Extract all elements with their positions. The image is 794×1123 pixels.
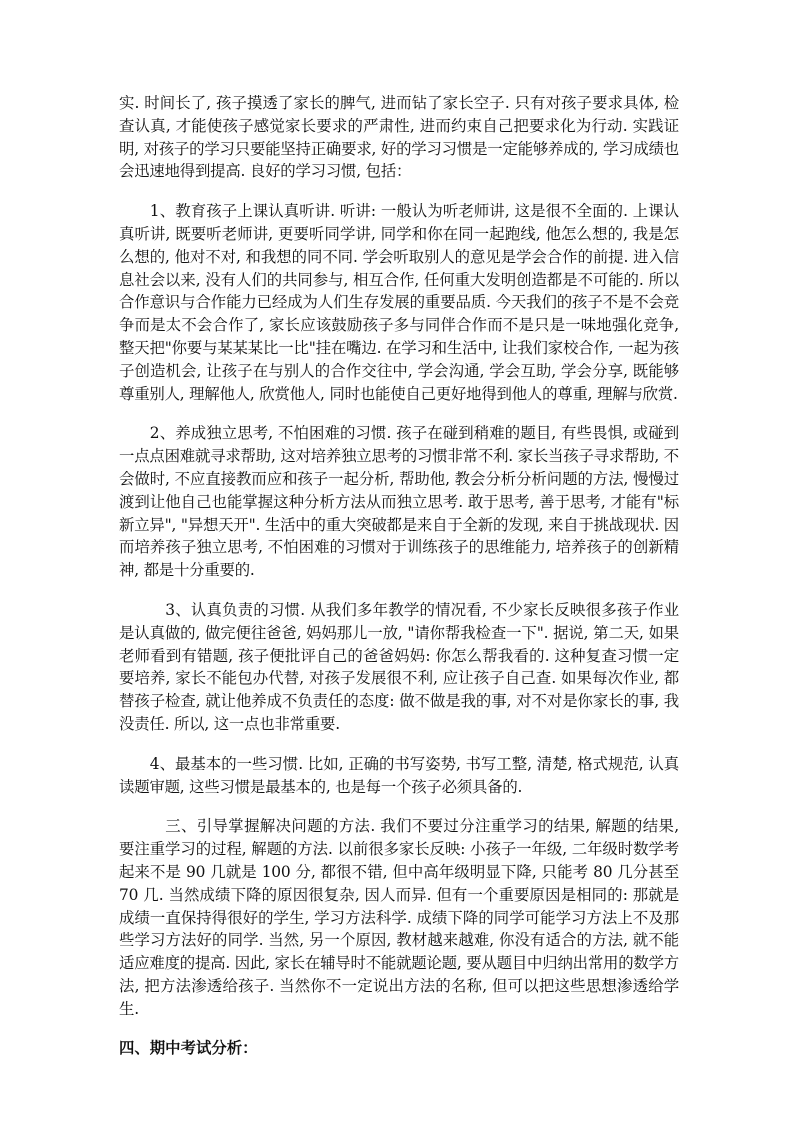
paragraph-gap — [119, 736, 679, 753]
paragraph-gap — [119, 798, 679, 815]
paragraph-problem-solving-methods: 三、引导掌握解决问题的方法. 我们不要过分注重学习的结果, 解题的结果, 要注重学习的过程, 解题的方法. 以前很多家长反映: 小孩子一年级, 二年级时数学考起来不是 90 几就是 100 分, 都很不错, 但中高年级明显下降, 只能考 80 几分甚至 70 几. 当然成绩下降的原因很复杂, 因人而异. 但有一个重要原因是相同的: 那就是成绩一直保持得很好的学生, 学习方法科学. 成绩下降的同学可能学习方法上不及那些学习方法好的同学. 当然, 另一个原因, 教材越来越难, 你没有适合的方法, 就不能适应难度的提高. 因此, 家长在辅导时不能就题论题, 要从题目中归纳出常用的数学方法, 把方法渗透给孩子. 当然你不一定说出方法的名称, 但可以把这些思想渗透给学生. — [119, 817, 679, 1018]
paragraph-gap — [119, 1020, 679, 1037]
paragraph-gap — [119, 405, 679, 422]
paragraph-listening-habit: 1、教育孩子上课认真听讲. 听讲: 一般认为听老师讲, 这是很不全面的. 上课认真听讲, 既要听老师讲, 更要听同学讲, 同学和你在同一起跑线, 他怎么想的, 我是怎么想的, 他对不对, 和我想的同不同. 学会听取别人的意见是学会合作的前提. 进入信息社会以来, 没有人们的共同参与, 相互合作, 任何重大发明创造都是不可能的. 所以合作意识与合作能力已经成为人们生存发展的重要品质. 今天我们的孩子不是不会竞争而是太不会合作了, 家长应该鼓励孩子多与同伴合作而不是只是一味地强化竞争, 整天把"你要与某某某比一比"挂在嘴边. 在学习和生活中, 让我们家校合作, 一起为孩子创造机会, 让孩子在与别人的合作交往中, 学会沟通, 学会互助, 学会分享, 既能够尊重别人, 理解他人, 欣赏他人, 同时也能使自己更好地得到他人的尊重, 理解与欣赏. — [119, 202, 679, 403]
paragraph-independent-thinking: 2、养成独立思考, 不怕困难的习惯. 孩子在碰到稍难的题目, 有些畏惧, 或碰到一点点困难就寻求帮助, 这对培养独立思考的习惯非常不利. 家长当孩子寻求帮助, 不会做时, 不应直接教而应和孩子一起分析, 帮助他, 教会分析分析问题的方法, 慢慢过渡到让他自己也能掌握这种分析方法从而独立思考. 敢于思考, 善于思考, 才能有"标新立异", "异想天开". 生活中的重大突破都是来自于全新的发现, 来自于挑战现状. 因而培养孩子独立思考, 不怕困难的习惯对于训练孩子的思维能力, 培养孩子的创新精神, 都是十分重要的. — [119, 424, 679, 580]
section-heading-midterm-analysis: 四、期中考试分析： — [119, 1039, 258, 1058]
paragraph-basic-habits: 4、最基本的一些习惯. 比如, 正确的书写姿势, 书写工整, 清楚, 格式规范, 认真读题审题, 这些习惯是最基本的, 也是每一个孩子必须具备的. — [119, 754, 679, 796]
paragraph-intro: 实. 时间长了, 孩子摸透了家长的脾气, 进而钻了家长空子. 只有对孩子要求具体, 检查认真, 才能使孩子感觉家长要求的严肃性, 进而约束自己把要求化为行动. 实践证明, 对孩子的学习只要能坚持正确要求, 好的学习习惯是一定能够养成的, 学习成绩也会迅速地得到提高. 良好的学习习惯, 包括： — [119, 94, 679, 181]
document-page — [119, 92, 679, 1060]
paragraph-responsibility: 3、认真负责的习惯. 从我们多年教学的情况看, 不少家长反映很多孩子作业是认真做的, 做完便往爸爸, 妈妈那儿一放, "请你帮我检查一下". 据说, 第二天, 如果老师看到有错题, 孩子便批评自己的爸爸妈妈: 你怎么帮我看的. 这种复查习惯一定要培养, 家长不能包办代替, 对孩子发展很不利, 应让孩子自己查. 如果每次作业, 都替孩子检查, 就让他养成不负责任的态度: 做不做是我的事, 对不对是你家长的事, 我没责任. 所以, 这一点也非常重要. — [119, 600, 679, 733]
paragraph-gap — [119, 183, 679, 200]
paragraph-gap — [119, 582, 679, 599]
